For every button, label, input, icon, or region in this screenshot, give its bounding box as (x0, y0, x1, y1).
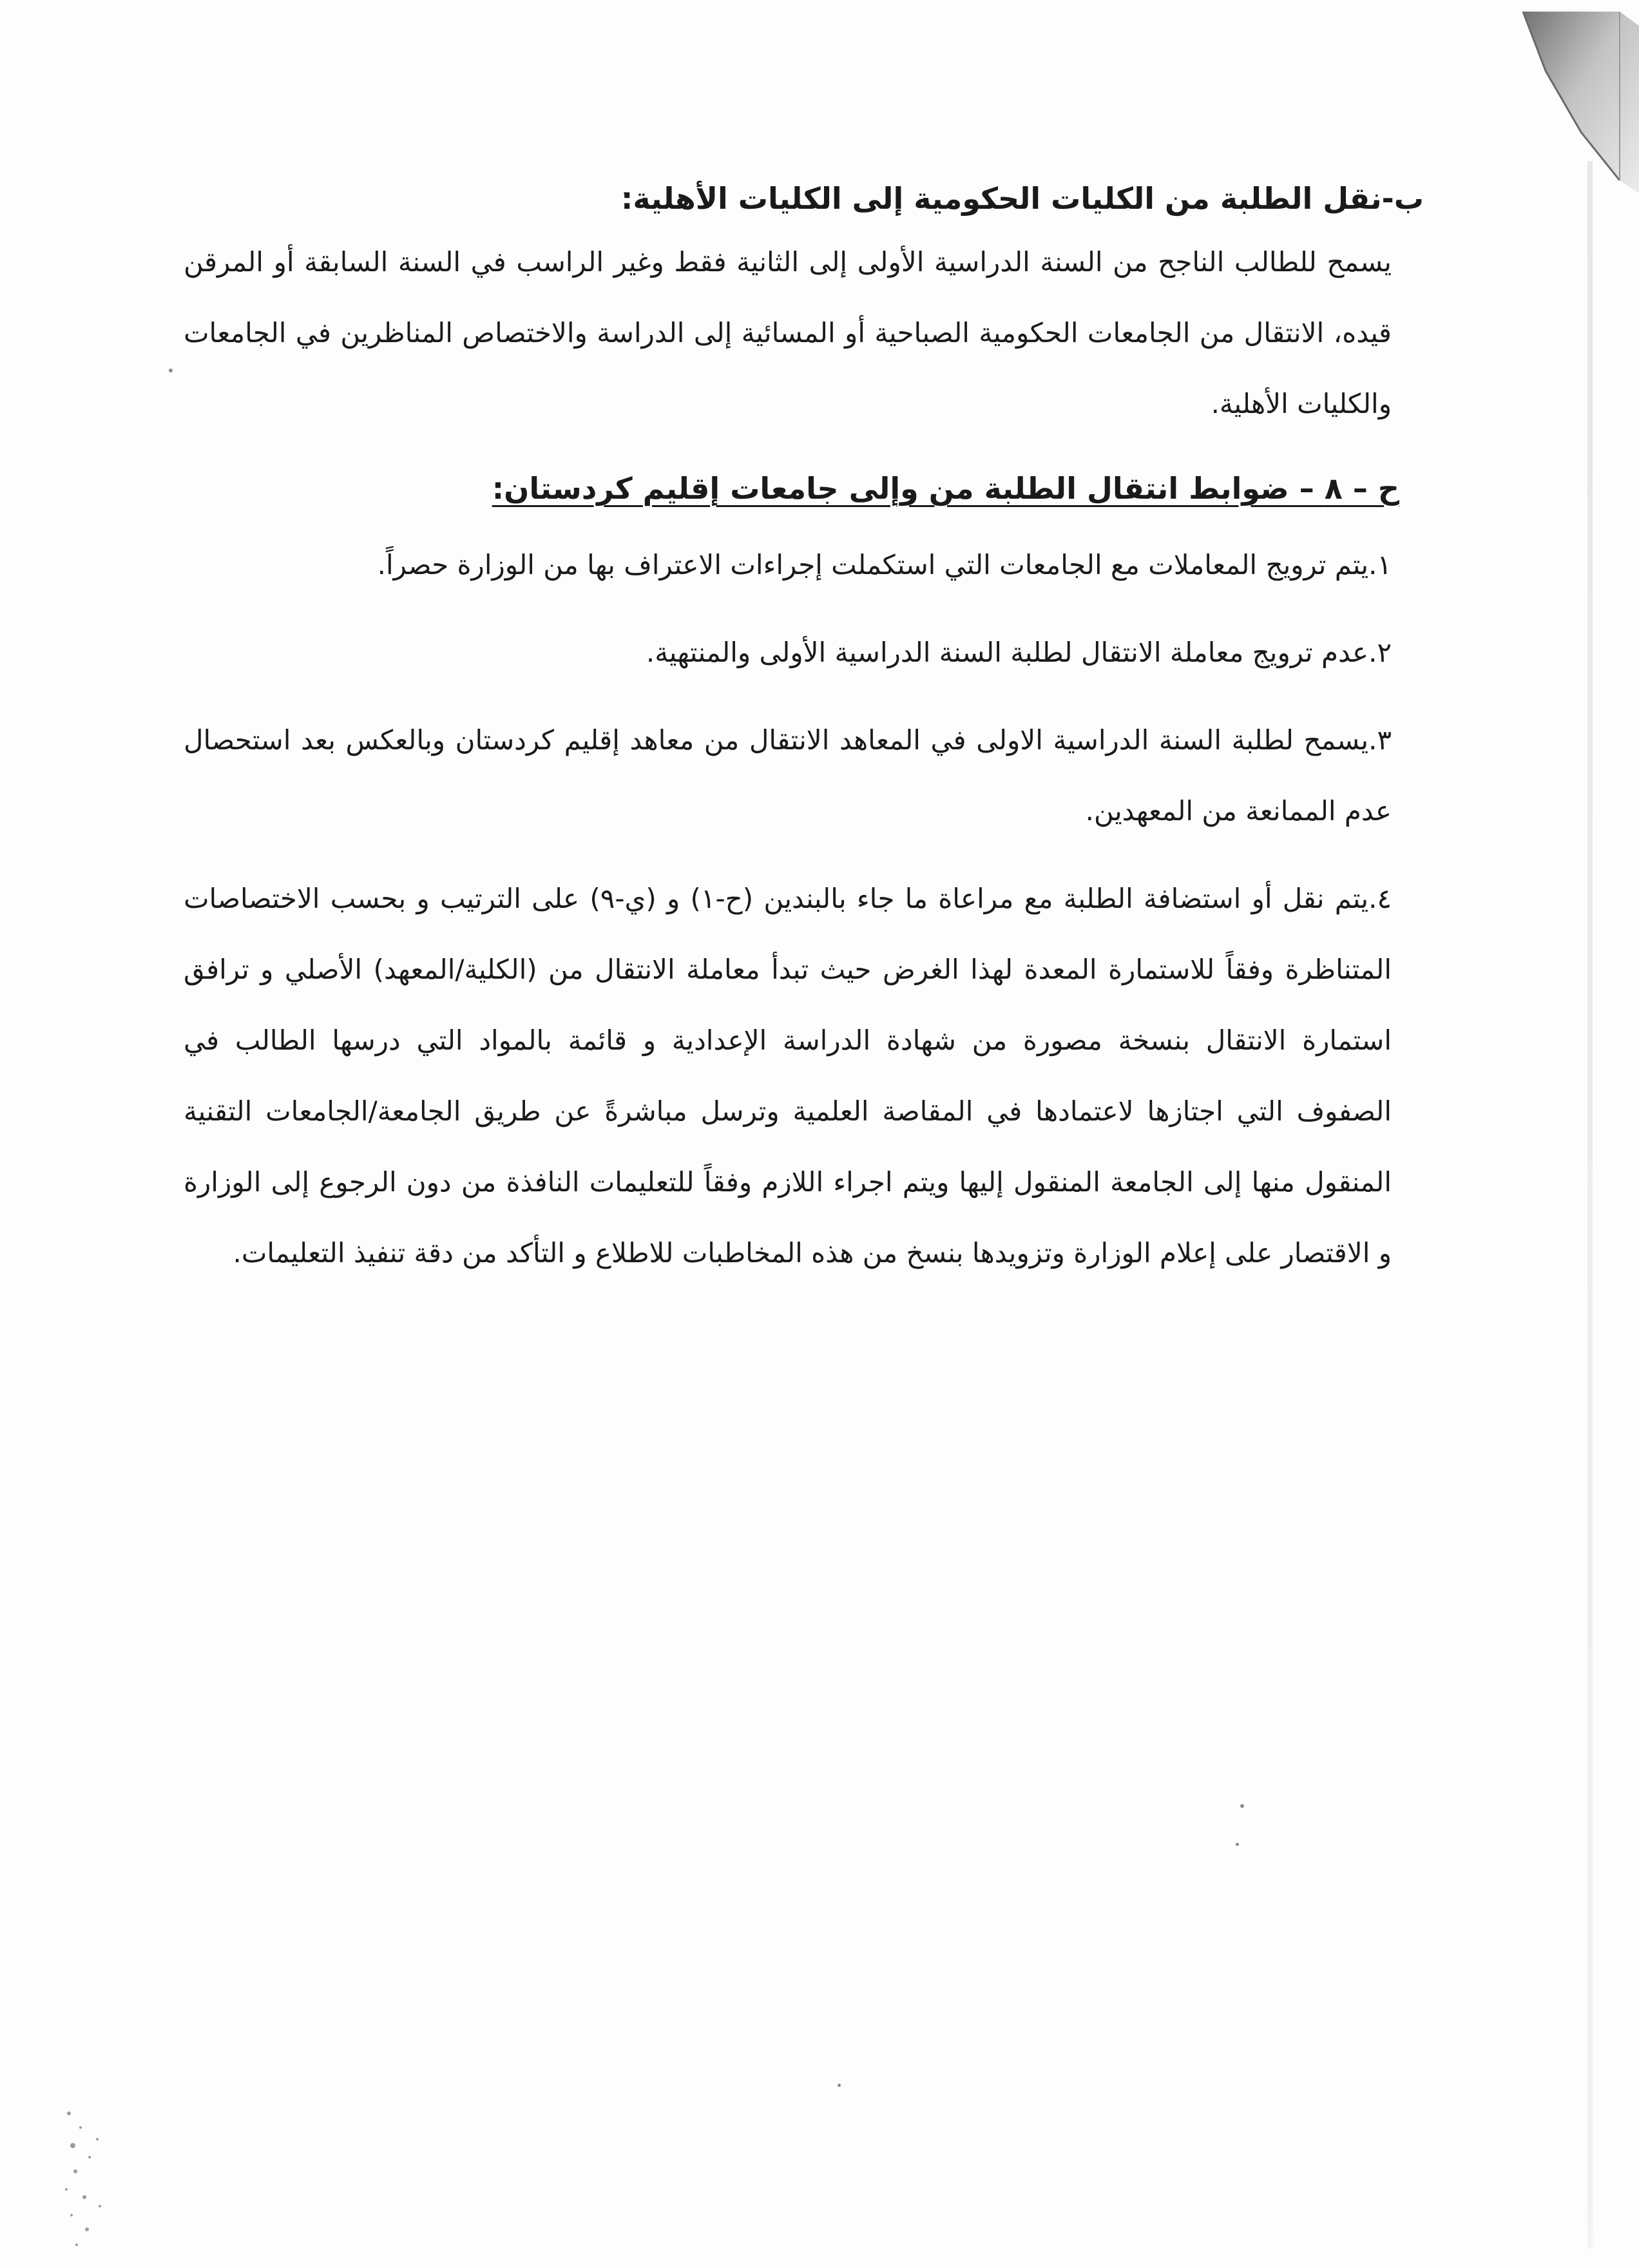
list-item-text: يتم نقل أو استضافة الطلبة مع مراعاة ما جاء بالبندين (ح-١) و (ي-٩) على الترتيب و بحسب الاختصاصات المتناظرة وفقاً للاستمارة المعدة لهذا الغرض حيث تبدأ معاملة الانتقال من (الكلية/المعهد) الأصلي و ترافق استمارة الانتقال بنسخة مصورة من شهادة الدراسة الإعدادية و قائمة بالمواد التي درسها الطالب في الصفوف التي اجتازها لاعتمادها في المقاصة العلمية وترسل مباشرةً عن طريق الجامعة/الجامعات التقنية المنقول منها إلى الجامعة المنقول إليها ويتم اجراء اللازم وفقاً للتعليمات النافذة من دون الرجوع إلى الوزارة و الاقتصار على إعلام الوزارة وتزويدها بنسخ من هذه المخاطبات للاطلاع و التأكد من دقة تنفيذ التعليمات. (184, 883, 1392, 1269)
scan-speck (1240, 1804, 1244, 1808)
section-b-paragraph: يسمح للطالب الناجح من السنة الدراسية الأولى إلى الثانية فقط وغير الراسب في السنة السابقة أو المرقن قيده، الانتقال من الجامعات الحكومية الصباحية أو المسائية إلى الدراسة والاختصاص المناظرين في الجامعات والكليات الأهلية. (184, 246, 1392, 419)
list-item-text: عدم ترويج معاملة الانتقال لطلبة السنة الدراسية الأولى والمنتهية. (646, 637, 1369, 668)
scan-edge-noise (61, 2100, 119, 2255)
document-body (184, 174, 1424, 1289)
folded-corner-shadow (1426, 0, 1639, 213)
list-item-number: ٤. (1368, 883, 1392, 914)
list-item (184, 705, 1392, 847)
list-item-text: يسمح لطلبة السنة الدراسية الاولى في المعاهد الانتقال من معاهد إقليم كردستان وبالعكس بعد استحصال عدم الممانعة من المعهدين. (184, 724, 1392, 827)
section-b-heading: ب-نقل الطلبة من الكليات الحكومية إلى الكليات الأهلية: (621, 181, 1424, 216)
scan-speck (838, 2084, 841, 2087)
scan-edge-line (1587, 161, 1593, 2249)
list-item (184, 617, 1392, 688)
list-item-number: ٢. (1368, 637, 1392, 668)
section-h8-heading: ح – ٨ – ضوابط انتقال الطلبة من وإلى جامعات إقليم كردستان: (492, 471, 1399, 506)
list-item-number: ١. (1368, 549, 1392, 581)
scan-speck (169, 369, 173, 372)
list-item (184, 530, 1392, 601)
list-item-number: ٣. (1368, 724, 1392, 756)
scan-speck (1236, 1843, 1239, 1846)
list-item (184, 863, 1392, 1289)
list-item-text: يتم ترويج المعاملات مع الجامعات التي استكملت إجراءات الاعتراف بها من الوزارة حصراً. (377, 549, 1369, 581)
